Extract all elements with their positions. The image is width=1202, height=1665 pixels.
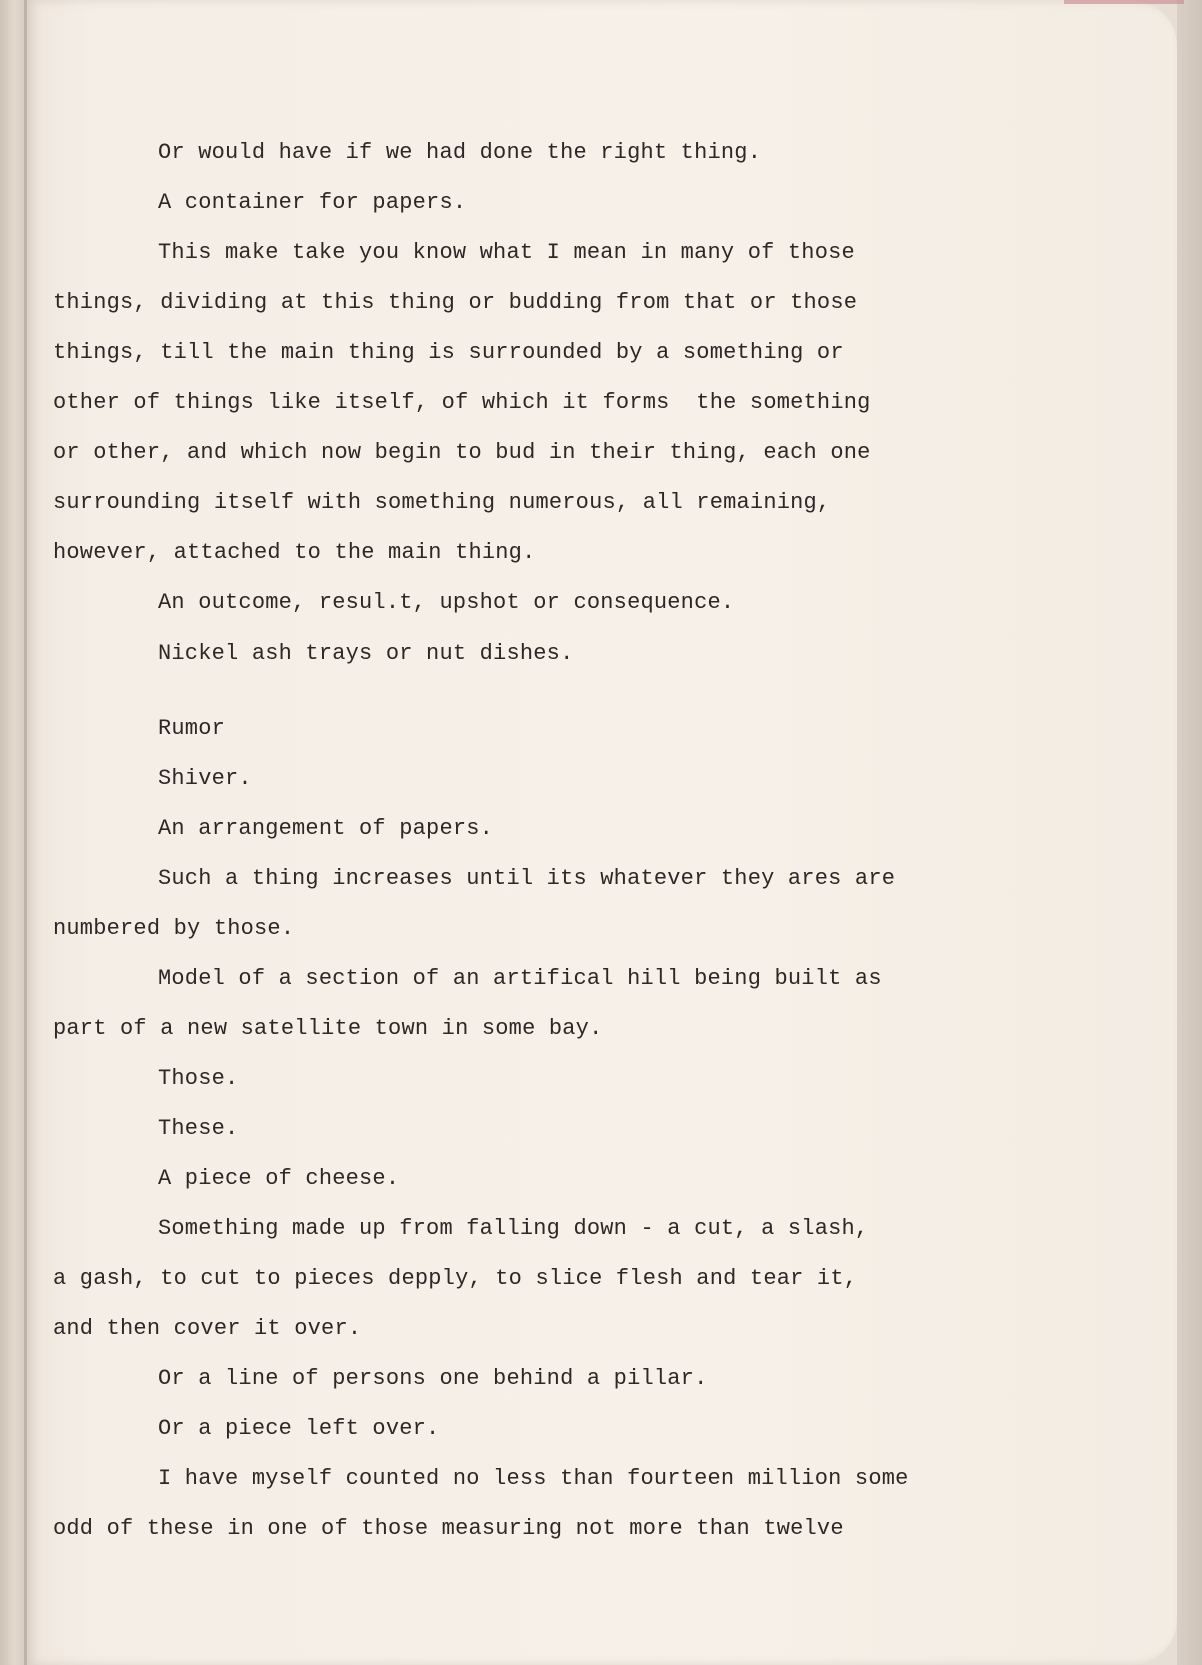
text-line: These. bbox=[158, 1116, 239, 1141]
text-line: surrounding itself with something numerous, all remaining, bbox=[53, 490, 831, 515]
text-line: A piece of cheese. bbox=[158, 1166, 400, 1191]
text-line: things, dividing at this thing or budding from that or those bbox=[53, 290, 858, 315]
text-line: This make take you know what I mean in many of those bbox=[158, 240, 855, 265]
text-line: Model of a section of an artifical hill being built as bbox=[158, 966, 882, 991]
text-line: things, till the main thing is surrounded by a something or bbox=[53, 340, 844, 365]
text-line: Rumor bbox=[158, 716, 226, 741]
text-line: A container for papers. bbox=[158, 190, 467, 215]
text-line: however, attached to the main thing. bbox=[53, 540, 536, 565]
text-line: Or a piece left over. bbox=[158, 1416, 440, 1441]
text-line: other of things like itself, of which it forms the something bbox=[53, 390, 871, 415]
text-line: Such a thing increases until its whatever they ares are bbox=[158, 866, 896, 891]
text-line: Those. bbox=[158, 1066, 239, 1091]
text-line: odd of these in one of those measuring not more than twelve bbox=[53, 1516, 844, 1541]
text-line: Something made up from falling down - a cut, a slash, bbox=[158, 1216, 869, 1241]
text-line: part of a new satellite town in some bay. bbox=[53, 1016, 603, 1041]
text-line: or other, and which now begin to bud in their thing, each one bbox=[53, 440, 871, 465]
text-line: and then cover it over. bbox=[53, 1316, 362, 1341]
text-line: An arrangement of papers. bbox=[158, 816, 494, 841]
text-line: Nickel ash trays or nut dishes. bbox=[158, 641, 574, 666]
text-line: Shiver. bbox=[158, 766, 252, 791]
text-line: numbered by those. bbox=[53, 916, 295, 941]
text-line: Or a line of persons one behind a pillar. bbox=[158, 1366, 708, 1391]
text-line: I have myself counted no less than fourteen million some bbox=[158, 1466, 909, 1491]
text-line: Or would have if we had done the right thing. bbox=[158, 140, 762, 165]
text-line: a gash, to cut to pieces depply, to slice flesh and tear it, bbox=[53, 1266, 858, 1291]
text-line: An outcome, resul.t, upshot or consequence. bbox=[158, 590, 735, 615]
